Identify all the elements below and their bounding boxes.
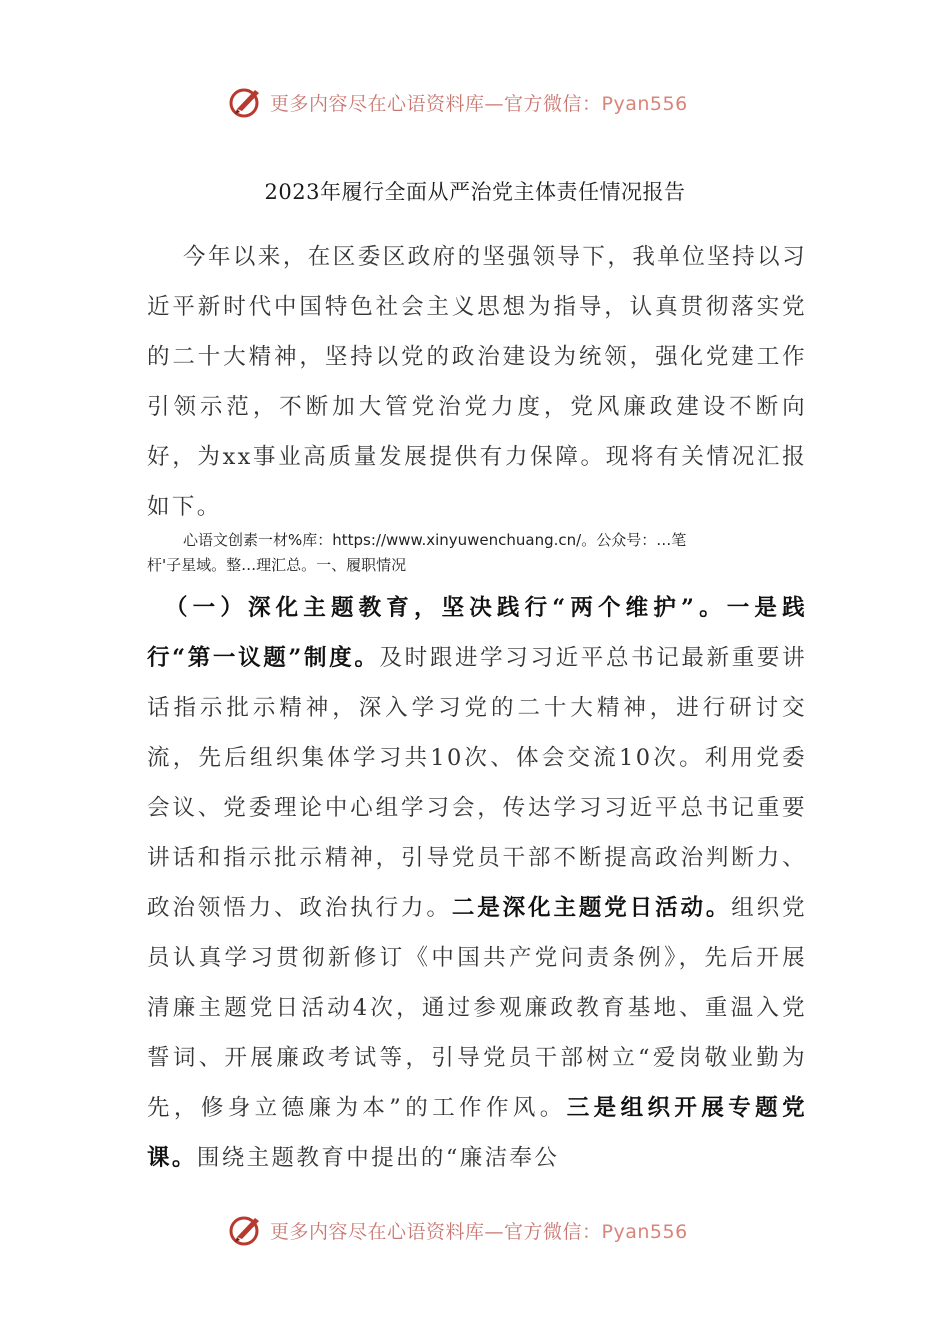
- section-1-heading: （一）深化主题教育，坚决践行“两个维护”。一是践行“第一议题”制度。: [147, 595, 807, 671]
- quill-logo-icon: [228, 1212, 264, 1248]
- intro-paragraph: 今年以来，在区委区政府的坚强领导下，我单位坚持以习近平新时代中国特色社会主义思想为指导，认真贯彻落实党的二十大精神，坚持以党的政治建设为统领，强化党建工作引领示范，不断加大管党治党力度，党风廉政建设不断向好，为xx事业高质量发展提供有力保障。现将有关情况汇报如下。: [147, 244, 807, 520]
- banner-main-text: 更多内容尽在心语资料库—官方微信：: [270, 1220, 602, 1243]
- quill-logo-icon: [228, 84, 264, 120]
- section-1-bold-2: 二是深化主题党日活动。: [451, 895, 732, 921]
- header-banner: [228, 82, 728, 122]
- banner-text: [270, 89, 688, 116]
- section-1-text-3: 围绕主题教育中提出的“廉洁奉公: [196, 1145, 560, 1171]
- banner-wechat-id: Pyan556: [601, 1220, 688, 1243]
- banner-main-text: 更多内容尽在心语资料库—官方微信：: [270, 92, 602, 115]
- footer-banner: [228, 1210, 728, 1250]
- banner-text: [270, 1217, 688, 1244]
- banner-wechat-id: Pyan556: [601, 92, 688, 115]
- document-title: 2023年履行全面从严治党主体责任情况报告: [264, 180, 686, 204]
- note-line-2: 杆'子星域。整…理汇总。一、履职情况: [147, 556, 407, 574]
- section-1-paragraph: [147, 583, 807, 1183]
- watermark-note: [147, 528, 787, 578]
- note-line-1: 心语文创素一材%库：https://www.xinyuwenchuang.cn/。公众号：…笔: [183, 531, 687, 549]
- section-1-text-2: 组织党员认真学习贯彻新修订《中国共产党问责条例》，先后开展清廉主题党日活动4次，通过参观廉政教育基地、重温入党誓词、开展廉政考试等，引导党员干部树立“爱岗敬业勤为先，修身立德廉为本”的工作作风。: [147, 895, 807, 1121]
- section-1-bold-3: 三是组织开展专题党课。: [147, 1095, 807, 1171]
- section-1-text-1: 及时跟进学习习近平总书记最新重要讲话指示批示精神，深入学习党的二十大精神，进行研讨交流，先后组织集体学习共10次、体会交流10次。利用党委会议、党委理论中心组学习会，传达学习习近平总书记重要讲话和指示批示精神，引导党员干部不断提高政治判断力、政治领悟力、政治执行力。: [147, 645, 807, 921]
